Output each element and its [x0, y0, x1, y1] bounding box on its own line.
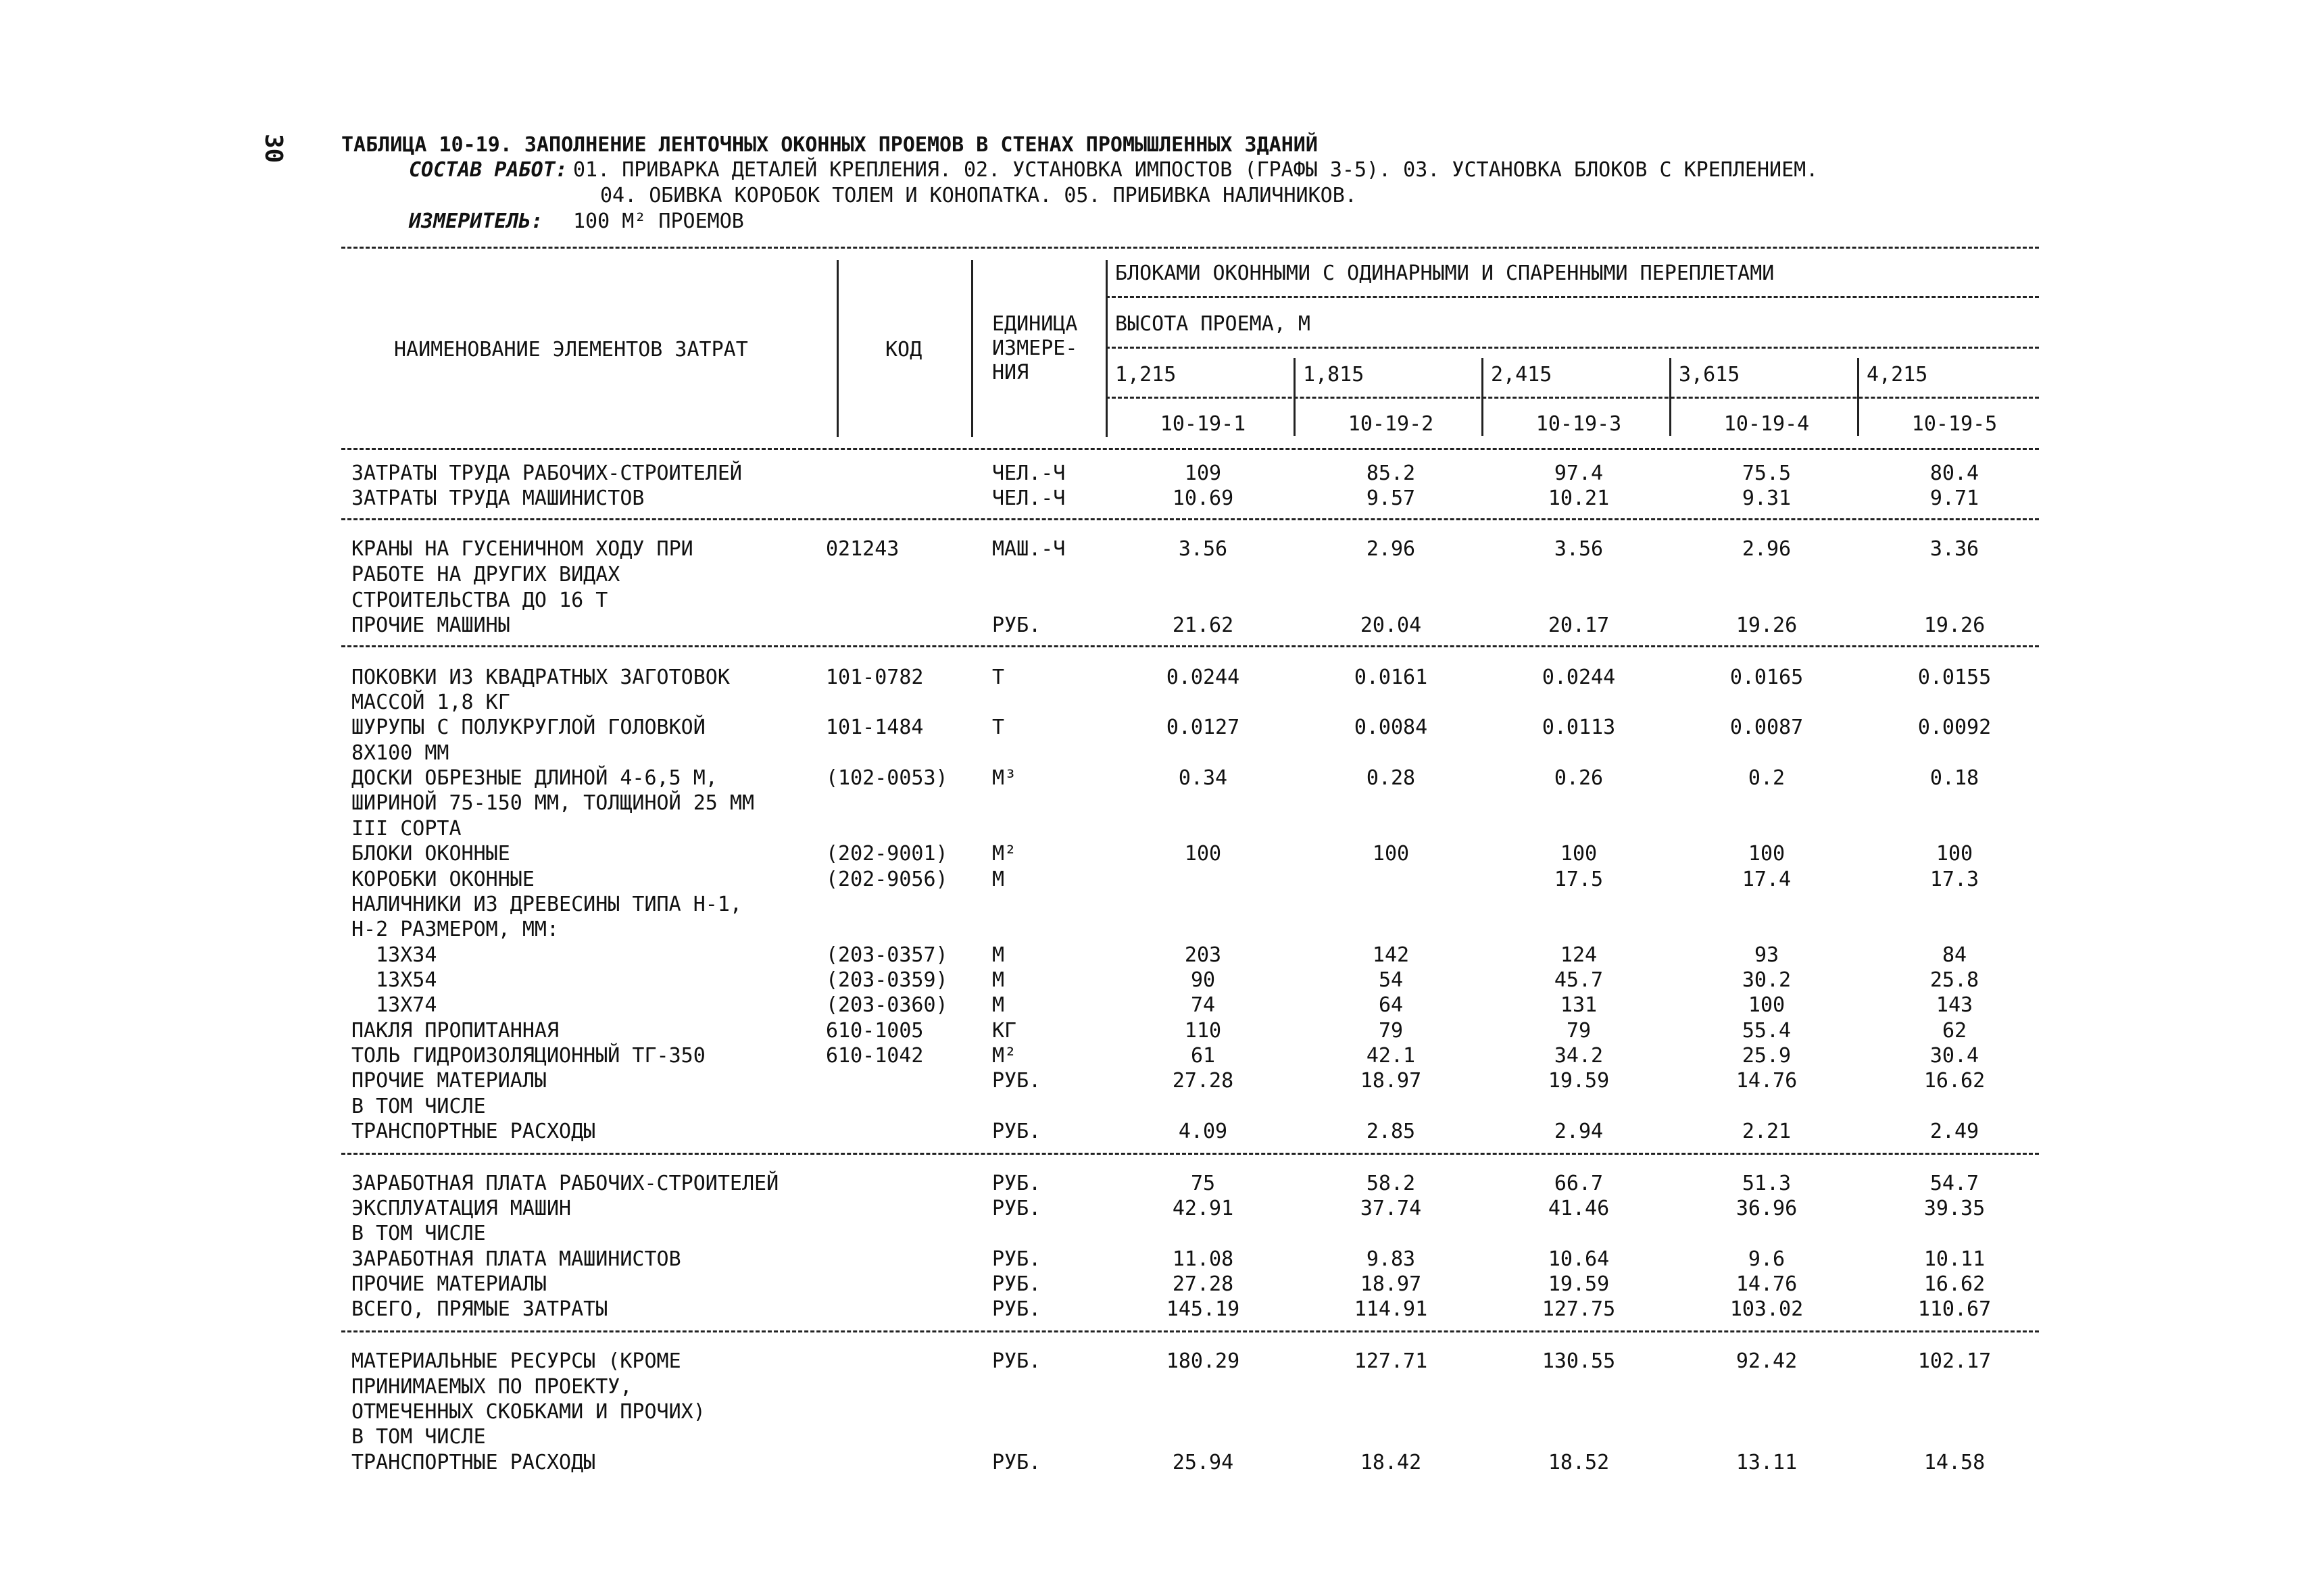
row-value: 0.0084 [1354, 716, 1428, 739]
row-unit: М³ [992, 766, 1017, 790]
row-value: 0.34 [1178, 766, 1228, 790]
row-unit: Т [992, 666, 1005, 689]
row-unit: РУБ. [992, 614, 1041, 637]
row-value: 18.97 [1360, 1272, 1422, 1296]
row-value: 0.0244 [1166, 666, 1240, 689]
row-value: 19.59 [1548, 1069, 1610, 1093]
row-value: 19.26 [1923, 614, 1986, 637]
row-value: 14.76 [1736, 1069, 1798, 1093]
row-unit: РУБ. [992, 1069, 1041, 1093]
page-number: 30 [260, 134, 287, 164]
header-height-title: ВЫСОТА ПРОЕМА, М [1115, 312, 1310, 336]
row-value: 27.28 [1172, 1272, 1234, 1296]
row-value: 4.09 [1178, 1120, 1228, 1143]
row-value: 54.7 [1929, 1172, 1979, 1195]
row-name: КРАНЫ НА ГУСЕНИЧНОМ ХОДУ ПРИ [351, 537, 693, 561]
row-value: 110.67 [1917, 1297, 1992, 1321]
row-code: 101-0782 [826, 666, 924, 689]
row-name: ПРОЧИЕ МАТЕРИАЛЫ [351, 1272, 547, 1296]
row-value: 0.0092 [1917, 716, 1992, 739]
row-value: 19.26 [1736, 614, 1798, 637]
height-value: 4,215 [1867, 363, 1928, 386]
row-unit: МАШ.-Ч [992, 537, 1066, 561]
col-divider-values [1106, 260, 1108, 437]
row-code: (102-0053) [826, 766, 948, 790]
group-separator-rule [341, 1330, 2039, 1332]
group-separator-rule [341, 1153, 2039, 1155]
row-value: 17.5 [1554, 868, 1604, 891]
row-value: 19.59 [1548, 1272, 1610, 1296]
row-value: 130.55 [1542, 1349, 1616, 1373]
row-value: 102.17 [1917, 1349, 1992, 1373]
row-name: III СОРТА [351, 817, 462, 841]
row-value: 14.76 [1736, 1272, 1798, 1296]
row-value: 85.2 [1366, 462, 1416, 485]
row-value: 25.8 [1929, 968, 1979, 992]
row-value: 30.4 [1929, 1044, 1979, 1068]
row-value: 3.36 [1929, 537, 1979, 561]
row-name: Н-2 РАЗМЕРОМ, ММ: [351, 918, 560, 941]
row-value: 17.4 [1742, 868, 1792, 891]
table-top-rule [341, 247, 2039, 249]
col-divider-unit [971, 260, 973, 437]
row-unit: Т [992, 716, 1005, 739]
row-value: 17.3 [1929, 868, 1979, 891]
row-name: ТОЛЬ ГИДРОИЗОЛЯЦИОННЫЙ ТГ-350 [351, 1044, 706, 1068]
row-name: ТРАНСПОРТНЫЕ РАСХОДЫ [351, 1120, 596, 1143]
composition-label: СОСТАВ РАБОТ: [409, 158, 568, 182]
row-value: 93 [1754, 943, 1779, 967]
row-code: 610-1005 [826, 1019, 924, 1043]
row-value: 124 [1560, 943, 1598, 967]
row-value: 100 [1748, 993, 1786, 1017]
row-name: ЗАРАБОТНАЯ ПЛАТА РАБОЧИХ-СТРОИТЕЛЕЙ [351, 1172, 779, 1195]
composition-line-2: 04. ОБИВКА КОРОБОК ТОЛЕМ И КОНОПАТКА. 05. ПРИБИВКА НАЛИЧНИКОВ. [600, 184, 1357, 207]
row-unit: М [992, 943, 1005, 967]
row-value: 37.74 [1360, 1197, 1422, 1220]
row-value: 51.3 [1742, 1172, 1792, 1195]
row-value: 100 [1748, 842, 1786, 866]
header-code-col: КОД [885, 338, 922, 361]
row-value: 10.11 [1923, 1247, 1986, 1271]
row-value: 100 [1184, 842, 1222, 866]
row-value: 10.64 [1548, 1247, 1610, 1271]
row-value: 180.29 [1166, 1349, 1240, 1373]
row-name: 8Х100 ММ [351, 741, 449, 765]
row-value: 2.85 [1366, 1120, 1416, 1143]
row-value: 0.0113 [1542, 716, 1616, 739]
row-value: 131 [1560, 993, 1598, 1017]
row-name: ОТМЕЧЕННЫХ СКОБКАМИ И ПРОЧИХ) [351, 1400, 706, 1424]
height-sub-rule [1106, 347, 2039, 349]
row-name: БЛОКИ ОКОННЫЕ [351, 842, 510, 866]
row-value: 55.4 [1742, 1019, 1792, 1043]
row-value: 2.96 [1742, 537, 1792, 561]
row-value: 114.91 [1354, 1297, 1428, 1321]
row-name: ЗАРАБОТНАЯ ПЛАТА МАШИНИСТОВ [351, 1247, 681, 1271]
row-unit: РУБ. [992, 1297, 1041, 1321]
row-value: 103.02 [1729, 1297, 1804, 1321]
column-code: 10-19-4 [1723, 412, 1810, 436]
row-value: 0.0165 [1729, 666, 1804, 689]
row-value: 9.71 [1929, 487, 1979, 510]
group-sub-rule [1106, 296, 2039, 298]
row-name: ПОКОВКИ ИЗ КВАДРАТНЫХ ЗАГОТОВОК [351, 666, 730, 689]
row-name: НАЛИЧНИКИ ИЗ ДРЕВЕСИНЫ ТИПА Н-1, [351, 893, 742, 916]
row-unit: КГ [992, 1019, 1017, 1043]
row-code: (202-9056) [826, 868, 948, 891]
row-value: 61 [1190, 1044, 1216, 1068]
row-value: 203 [1184, 943, 1222, 967]
row-value: 20.04 [1360, 614, 1422, 637]
row-value: 97.4 [1554, 462, 1604, 485]
row-name: ЗАТРАТЫ ТРУДА МАШИНИСТОВ [351, 487, 645, 510]
row-value: 127.75 [1542, 1297, 1616, 1321]
height-value: 1,815 [1303, 363, 1364, 386]
row-value: 62 [1942, 1019, 1967, 1043]
header-unit-line-3: НИЯ [992, 361, 1029, 384]
row-value: 3.56 [1178, 537, 1228, 561]
row-value: 79 [1378, 1019, 1404, 1043]
row-value: 66.7 [1554, 1172, 1604, 1195]
row-name: СТРОИТЕЛЬСТВА ДО 16 Т [351, 589, 608, 612]
row-value: 143 [1936, 993, 1973, 1017]
col-divider-3 [1481, 358, 1483, 436]
column-code: 10-19-2 [1348, 412, 1434, 436]
row-name: ПАКЛЯ ПРОПИТАННАЯ [351, 1019, 560, 1043]
row-unit: РУБ. [992, 1120, 1041, 1143]
row-unit: ЧЕЛ.-Ч [992, 487, 1066, 510]
row-value: 9.31 [1742, 487, 1792, 510]
row-value: 10.21 [1548, 487, 1610, 510]
row-value: 54 [1378, 968, 1404, 992]
col-divider-code [837, 260, 839, 437]
row-value: 84 [1942, 943, 1967, 967]
row-value: 16.62 [1923, 1272, 1986, 1296]
row-name: ДОСКИ ОБРЕЗНЫЕ ДЛИНОЙ 4-6,5 М, [351, 766, 718, 790]
row-name: ВСЕГО, ПРЯМЫЕ ЗАТРАТЫ [351, 1297, 608, 1321]
header-group-title: БЛОКАМИ ОКОННЫМИ С ОДИНАРНЫМИ И СПАРЕННЫМИ ПЕРЕПЛЕТАМИ [1115, 261, 1775, 285]
row-name: МАССОЙ 1,8 КГ [351, 691, 510, 714]
height-value: 1,215 [1115, 363, 1177, 386]
row-value: 2.96 [1366, 537, 1416, 561]
row-value: 18.97 [1360, 1069, 1422, 1093]
row-name: ТРАНСПОРТНЫЕ РАСХОДЫ [351, 1451, 596, 1474]
row-unit: М² [992, 1044, 1017, 1068]
row-code: 610-1042 [826, 1044, 924, 1068]
row-code: (203-0360) [826, 993, 948, 1017]
column-code: 10-19-1 [1160, 412, 1246, 436]
row-value: 36.96 [1736, 1197, 1798, 1220]
row-value: 100 [1372, 842, 1410, 866]
row-unit: ЧЕЛ.-Ч [992, 462, 1066, 485]
row-unit: М [992, 968, 1005, 992]
row-value: 13.11 [1736, 1451, 1798, 1474]
row-unit: М [992, 868, 1005, 891]
group-separator-rule [341, 518, 2039, 520]
row-value: 0.0161 [1354, 666, 1428, 689]
row-value: 127.71 [1354, 1349, 1428, 1373]
row-value: 2.21 [1742, 1120, 1792, 1143]
row-unit: М² [992, 842, 1017, 866]
heights-sub-rule [1106, 397, 2039, 399]
row-name: МАТЕРИАЛЬНЫЕ РЕСУРСЫ (КРОМЕ [351, 1349, 681, 1373]
row-value: 9.83 [1366, 1247, 1416, 1271]
row-name: ЭКСПЛУАТАЦИЯ МАШИН [351, 1197, 572, 1220]
row-unit: РУБ. [992, 1451, 1041, 1474]
row-value: 9.6 [1748, 1247, 1786, 1271]
row-name: 13Х74 [351, 993, 437, 1017]
row-value: 9.57 [1366, 487, 1416, 510]
col-divider-2 [1294, 358, 1296, 436]
row-name: 13Х34 [351, 943, 437, 967]
row-name: В ТОМ ЧИСЛЕ [351, 1222, 486, 1245]
row-value: 42.1 [1366, 1044, 1416, 1068]
row-value: 11.08 [1172, 1247, 1234, 1271]
row-unit: РУБ. [992, 1272, 1041, 1296]
height-value: 3,615 [1679, 363, 1740, 386]
row-value: 27.28 [1172, 1069, 1234, 1093]
row-name: 13Х54 [351, 968, 437, 992]
row-value: 90 [1190, 968, 1216, 992]
row-name: ПРОЧИЕ МАШИНЫ [351, 614, 510, 637]
row-unit: М [992, 993, 1005, 1017]
row-code: (203-0359) [826, 968, 948, 992]
measure-label: ИЗМЕРИТЕЛЬ: [409, 209, 543, 233]
header-unit-line-2: ИЗМЕРЕ- [992, 336, 1078, 360]
row-value: 20.17 [1548, 614, 1610, 637]
row-value: 0.18 [1929, 766, 1979, 790]
row-value: 14.58 [1923, 1451, 1986, 1474]
col-divider-5 [1857, 358, 1859, 436]
row-value: 100 [1560, 842, 1598, 866]
row-value: 75.5 [1742, 462, 1792, 485]
group-separator-rule [341, 645, 2039, 647]
row-name: ЗАТРАТЫ ТРУДА РАБОЧИХ-СТРОИТЕЛЕЙ [351, 462, 742, 485]
row-unit: РУБ. [992, 1247, 1041, 1271]
row-value: 79 [1566, 1019, 1592, 1043]
row-name: В ТОМ ЧИСЛЕ [351, 1425, 486, 1449]
row-value: 74 [1190, 993, 1216, 1017]
row-value: 58.2 [1366, 1172, 1416, 1195]
row-value: 142 [1372, 943, 1410, 967]
row-code: (202-9001) [826, 842, 948, 866]
row-value: 39.35 [1923, 1197, 1986, 1220]
row-name: ПРОЧИЕ МАТЕРИАЛЫ [351, 1069, 547, 1093]
row-value: 0.0087 [1729, 716, 1804, 739]
header-bottom-rule [341, 448, 2039, 450]
row-value: 92.42 [1736, 1349, 1798, 1373]
row-value: 18.42 [1360, 1451, 1422, 1474]
row-value: 10.69 [1172, 487, 1234, 510]
row-value: 2.94 [1554, 1120, 1604, 1143]
row-value: 0.28 [1366, 766, 1416, 790]
row-name: ШИРИНОЙ 75-150 ММ, ТОЛЩИНОЙ 25 ММ [351, 791, 755, 815]
column-code: 10-19-5 [1911, 412, 1998, 436]
row-name: В ТОМ ЧИСЛЕ [351, 1095, 486, 1118]
row-value: 42.91 [1172, 1197, 1234, 1220]
row-value: 145.19 [1166, 1297, 1240, 1321]
row-value: 0.0127 [1166, 716, 1240, 739]
height-value: 2,415 [1491, 363, 1552, 386]
row-value: 41.46 [1548, 1197, 1610, 1220]
row-value: 2.49 [1929, 1120, 1979, 1143]
row-value: 80.4 [1929, 462, 1979, 485]
row-name: ШУРУПЫ С ПОЛУКРУГЛОЙ ГОЛОВКОЙ [351, 716, 706, 739]
row-name: РАБОТЕ НА ДРУГИХ ВИДАХ [351, 563, 620, 587]
row-value: 25.9 [1742, 1044, 1792, 1068]
col-divider-4 [1669, 358, 1671, 436]
row-code: 101-1484 [826, 716, 924, 739]
composition-line-1: 01. ПРИВАРКА ДЕТАЛЕЙ КРЕПЛЕНИЯ. 02. УСТАНОВКА ИМПОСТОВ (ГРАФЫ 3-5). 03. УСТАНОВКА БЛОКОВ С КРЕПЛЕНИЕМ. [573, 158, 1819, 182]
row-value: 45.7 [1554, 968, 1604, 992]
header-name-col: НАИМЕНОВАНИЕ ЭЛЕМЕНТОВ ЗАТРАТ [394, 338, 748, 361]
measure-value: 100 М² ПРОЕМОВ [573, 209, 744, 233]
row-name: ПРИНИМАЕМЫХ ПО ПРОЕКТУ, [351, 1375, 633, 1399]
row-value: 75 [1190, 1172, 1216, 1195]
row-unit: РУБ. [992, 1197, 1041, 1220]
row-value: 18.52 [1548, 1451, 1610, 1474]
row-code: 021243 [826, 537, 900, 561]
header-unit-line-1: ЕДИНИЦА [992, 312, 1078, 336]
row-value: 21.62 [1172, 614, 1234, 637]
row-value: 0.0244 [1542, 666, 1616, 689]
row-value: 0.26 [1554, 766, 1604, 790]
row-value: 34.2 [1554, 1044, 1604, 1068]
row-code: (203-0357) [826, 943, 948, 967]
row-value: 25.94 [1172, 1451, 1234, 1474]
row-value: 64 [1378, 993, 1404, 1017]
row-value: 16.62 [1923, 1069, 1986, 1093]
row-value: 0.0155 [1917, 666, 1992, 689]
row-value: 30.2 [1742, 968, 1792, 992]
row-value: 100 [1936, 842, 1973, 866]
row-unit: РУБ. [992, 1172, 1041, 1195]
row-value: 3.56 [1554, 537, 1604, 561]
row-name: КОРОБКИ ОКОННЫЕ [351, 868, 535, 891]
row-unit: РУБ. [992, 1349, 1041, 1373]
row-value: 109 [1184, 462, 1222, 485]
row-value: 110 [1184, 1019, 1222, 1043]
column-code: 10-19-3 [1535, 412, 1622, 436]
table-title: ТАБЛИЦА 10-19. ЗАПОЛНЕНИЕ ЛЕНТОЧНЫХ ОКОННЫХ ПРОЕМОВ В СТЕНАХ ПРОМЫШЛЕННЫХ ЗДАНИЙ [341, 133, 1318, 157]
row-value: 0.2 [1748, 766, 1786, 790]
